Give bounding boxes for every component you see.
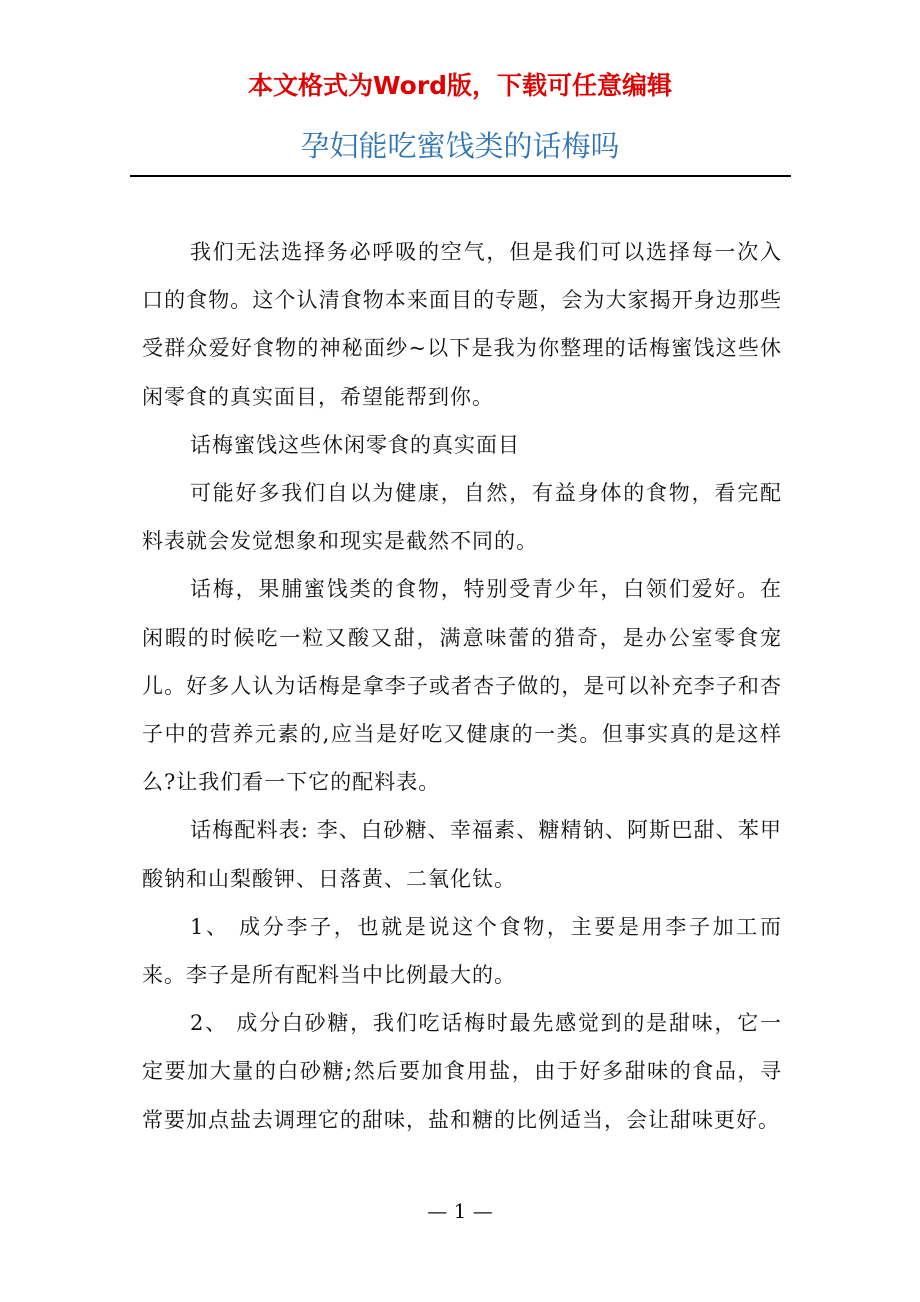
page-number: — 1 — bbox=[427, 1199, 493, 1223]
body-paragraph-subheading: 话梅蜜饯这些休闲零食的真实面目 bbox=[190, 432, 520, 457]
body-paragraph-ingredients: 话梅配料表: 李、白砂糖、幸福素、糖精钠、阿斯巴甜、苯甲酸钠和山梨酸钾、日落黄、二氧化钛。 bbox=[142, 818, 782, 891]
document-body bbox=[142, 228, 782, 1144]
format-notice-banner: 本文格式为Word版，下载可任意编辑 bbox=[247, 71, 673, 100]
document-title: 孕妇能吃蜜饯类的话梅吗 bbox=[300, 129, 620, 163]
body-paragraph-item-2: 2、 成分白砂糖，我们吃话梅时最先感觉到的是甜味，它一定要加大量的白砂糖;然后要加食用盐，由于好多甜味的食品，寻常要加点盐去调理它的甜味，盐和糖的比例适当，会让甜味更好。 bbox=[142, 1011, 782, 1132]
body-paragraph-expectation: 可能好多我们自以为健康，自然，有益身体的食物，看完配料表就会发觉想象和现实是截然不同的。 bbox=[142, 481, 782, 554]
title-divider bbox=[130, 175, 791, 177]
body-paragraph-item-1: 1、 成分李子，也就是说这个食物，主要是用李子加工而来。李子是所有配料当中比例最大的。 bbox=[142, 914, 782, 988]
body-paragraph-plum-description: 话梅，果脯蜜饯类的食物，特别受青少年，白领们爱好。在闲暇的时候吃一粒又酸又甜，满意味蕾的猎奇，是办公室零食宠儿。好多人认为话梅是拿李子或者杏子做的，是可以补充李子和杏子中的营养元素的,应当是好吃又健康的一类。但事实真的是这样么?让我们看一下它的配料表。 bbox=[142, 577, 782, 795]
body-paragraph-intro: 我们无法选择务必呼吸的空气，但是我们可以选择每一次入口的食物。这个认清食物本来面目的专题，会为大家揭开身边那些受群众爱好食物的神秘面纱~以下是我为你整理的话梅蜜饯这些休闲零食的真实面目，希望能帮到你。 bbox=[142, 240, 782, 409]
